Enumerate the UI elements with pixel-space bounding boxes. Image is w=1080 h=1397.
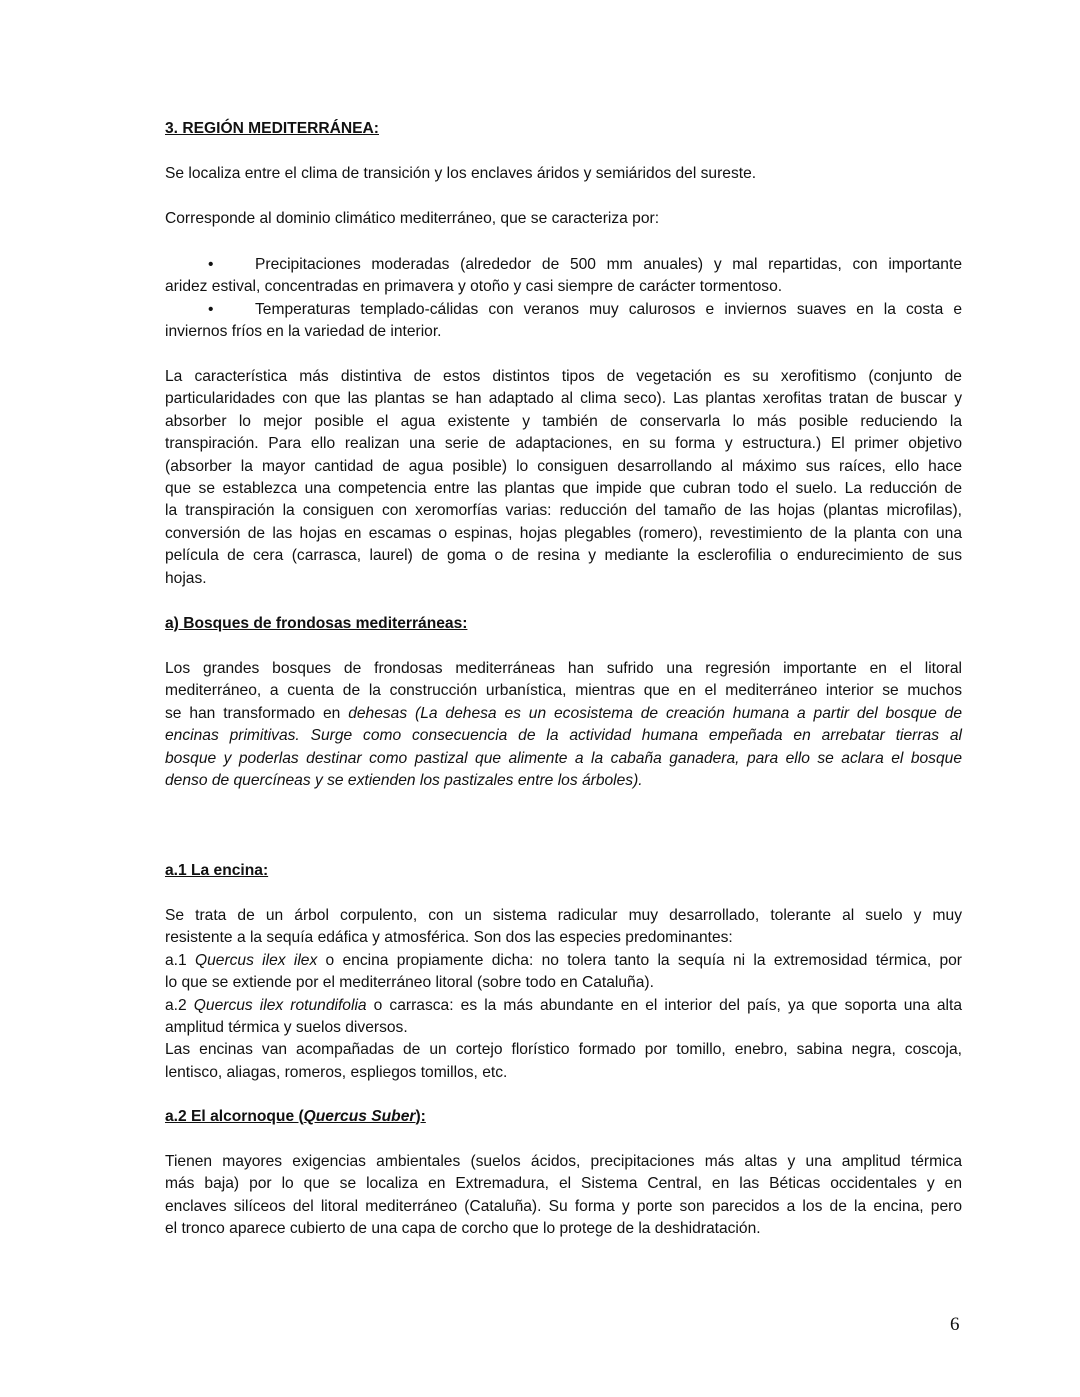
text-line: resistente a la sequía edáfica y atmosférica. Son dos las especies predominantes: — [165, 929, 733, 947]
heading-text: ): — [415, 1108, 426, 1125]
text-line: Tienen mayores exigencias ambientales (suelos ácidos, precipitaciones más altas y una amplitud térmica — [165, 1153, 962, 1170]
text-line: que se establezca una competencia entre las plantas que impide que cubran todo el suelo. La reducción de — [165, 480, 962, 498]
text-line: transpiración. Para ello realizan una serie de adaptaciones, en su forma y estructura.) El primer objetivo — [165, 435, 962, 453]
bullet-line: Precipitaciones moderadas (alrededor de 500 mm anuales) y mal repartidas, con importante — [255, 256, 962, 273]
bullet-line: aridez estival, concentradas en primavera y otoño y casi siempre de carácter tormentoso. — [165, 278, 783, 296]
bullet-list — [165, 254, 962, 344]
bullet-item-precipitaciones — [165, 254, 962, 299]
text-line: La característica más distintiva de estos distintos tipos de vegetación es su xerofitismo (conjunto de — [165, 368, 962, 385]
text-line — [165, 950, 962, 972]
text-line-italic: bosque y poderlas destinar como pastizal que alimente a la cabaña ganadera, para ello se aclara el bosque — [165, 749, 962, 767]
text-line: película de cera (carrasca, laurel) de goma o de resina y mediante la esclerofilia o endurecimiento de sus — [165, 547, 962, 565]
text-normal: o carrasca: es la más abundante en el interior del país, ya que soporta una alta — [366, 996, 962, 1014]
text-line: la transpiración la consiguen con xeromorfías varias: reducción del tamaño de las hojas (plantas microfilas), — [165, 502, 962, 520]
text-line: (absorber la mayor cantidad de agua posible) lo consiguen desarrollando al máximo sus raíces, ello hace — [165, 457, 962, 475]
text-line: enclaves silíceos del litoral mediterráneo (Cataluña). Su forma y porte son parecidos a los de la encina, pero — [165, 1197, 962, 1215]
text-line-italic: encinas primitivas. Surge como consecuencia de la actividad humana empeñada en arrebatar tierras al — [165, 727, 962, 745]
text-line: mediterráneo, a cuenta de la construcción urbanística, mientras que en el mediterráneo interior se muchos — [165, 682, 962, 700]
paragraph-localiza: Se localiza entre el clima de transición y los enclaves áridos y semiáridos del sureste. — [165, 165, 757, 182]
text-line: lo que se extiende por el mediterráneo litoral (sobre todo en Cataluña). — [165, 974, 654, 992]
text-normal: se han transformado en — [165, 704, 349, 722]
text-normal: a.1 — [165, 951, 195, 969]
text-normal: o encina propiamente dicha: no tolera tanto la sequía ni la extremosidad térmica, por — [317, 951, 962, 969]
text-line: lentisco, aliagas, romeros, espliegos tomillos, etc. — [165, 1063, 508, 1081]
species-name: Quercus Suber — [303, 1108, 416, 1125]
bullet-line: Temperaturas templado-cálidas con veranos muy calurosos e inviernos suaves en la costa e — [255, 300, 962, 318]
text-line: particularidades con que las plantas se han adaptado al clima seco). Las plantas xerofitas tratan de buscar y — [165, 390, 962, 408]
page-number: 6 — [950, 1314, 960, 1335]
text-italic: dehesas (La dehesa es un ecosistema de creación humana a partir del bosque de — [348, 704, 962, 722]
text-line: más baja) por lo que se localiza en Extremadura, el Sistema Central, en las Béticas occidentales y en — [165, 1175, 962, 1193]
text-normal: a.2 — [165, 996, 194, 1014]
text-line: el tronco aparece cubierto de una capa de corcho que lo protege de la deshidratación. — [165, 1220, 761, 1238]
text-line: Se trata de un árbol corpulento, con un sistema radicular muy desarrollado, tolerante al suelo y muy — [165, 907, 962, 924]
bullet-dot: • — [208, 256, 214, 273]
heading-alcornoque — [165, 1106, 962, 1128]
text-line — [165, 703, 962, 725]
heading-region-mediterranea: 3. REGIÓN MEDITERRÁNEA: — [165, 120, 379, 137]
text-line-italic: denso de quercíneas y se extienden los pastizales entre los árboles). — [165, 772, 643, 790]
paragraph-xerofitismo — [165, 366, 962, 590]
text-line: amplitud térmica y suelos diversos. — [165, 1019, 408, 1037]
text-line: absorber lo mejor posible el agua existente y también de conservarla lo más posible reduciendo la — [165, 412, 962, 430]
species-name: Quercus ilex rotundifolia — [193, 996, 367, 1014]
species-name: Quercus ilex ilex — [194, 951, 318, 969]
heading-bosques-frondosas: a) Bosques de frondosas mediterráneas: — [165, 615, 468, 632]
text-line: hojas. — [165, 569, 207, 587]
bullet-dot: • — [208, 300, 214, 318]
bullet-line: inviernos fríos en la variedad de interior. — [165, 323, 442, 341]
heading-text: a.2 El alcornoque ( — [165, 1108, 304, 1125]
bullet-item-temperaturas — [165, 299, 962, 344]
heading-la-encina: a.1 La encina: — [165, 862, 269, 879]
paragraph-bosques — [165, 658, 962, 792]
text-line: conversión de las hojas en escamas o espinas, hojas plegables (romero), revestimiento de la planta con una — [165, 524, 962, 542]
paragraph-corresponde: Corresponde al dominio climático mediterráneo, que se caracteriza por: — [165, 210, 660, 227]
text-line — [165, 995, 962, 1017]
paragraph-alcornoque — [165, 1151, 962, 1241]
text-line: Las encinas van acompañadas de un cortejo florístico formado por tomillo, enebro, sabina negra, coscoja, — [165, 1041, 962, 1059]
paragraph-encina — [165, 905, 962, 1084]
text-line: Los grandes bosques de frondosas mediterráneas han sufrido una regresión importante en el litoral — [165, 660, 962, 677]
